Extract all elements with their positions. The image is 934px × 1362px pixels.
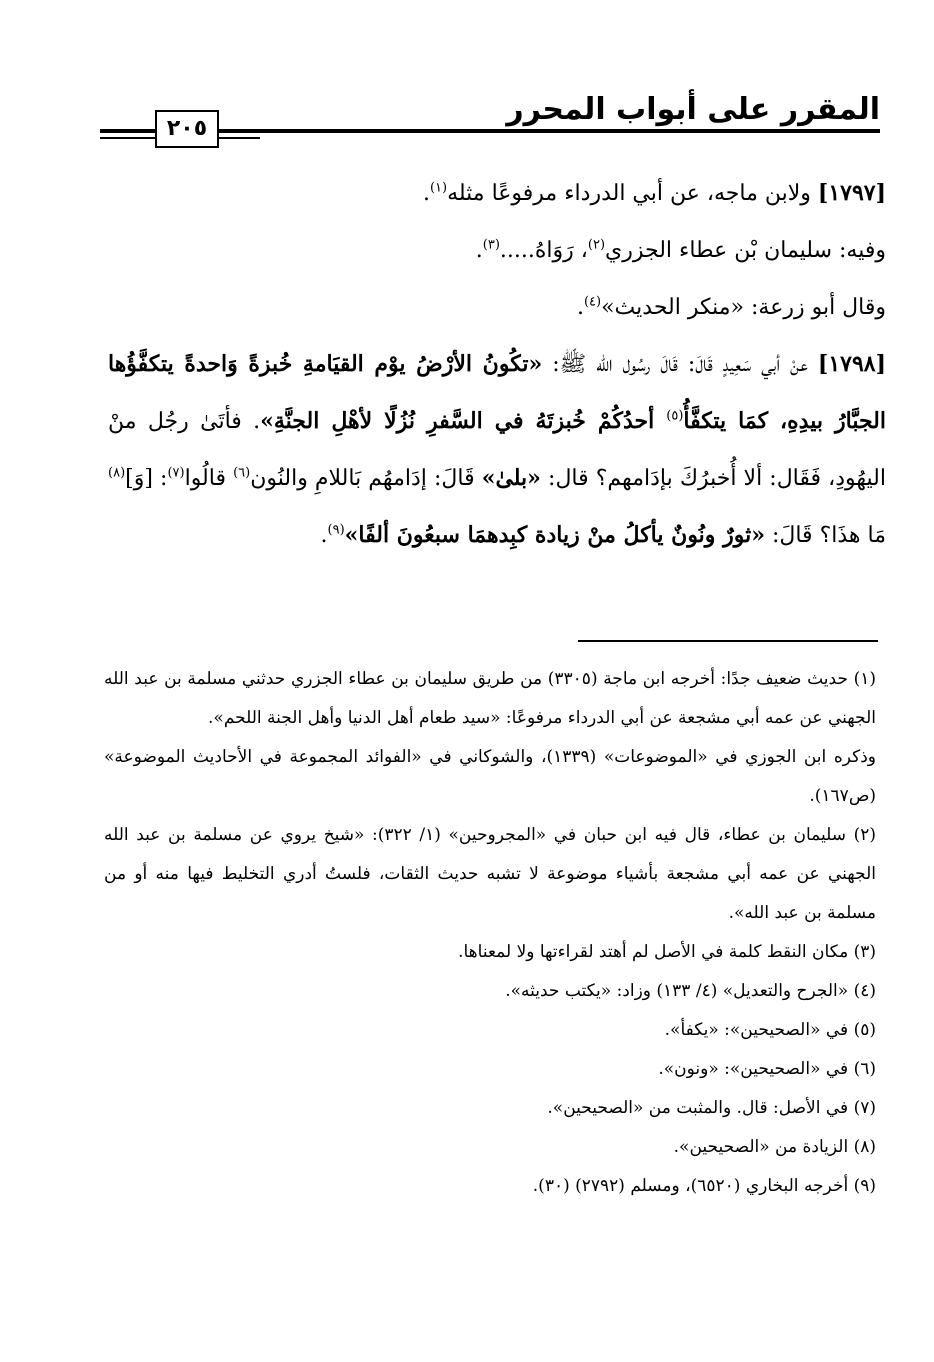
footnote-ref[interactable]: (٨): [108, 465, 126, 481]
footnote-9: (٩) أخرجه البخاري (٦٥٢٠)، ومسلم (٢٧٩٢) (٣٠).: [532, 1176, 876, 1196]
footnote-ref[interactable]: (٥): [666, 408, 684, 424]
narrator-text-2: ، رَوَاهُ.....: [499, 238, 588, 263]
footnote-ref[interactable]: (٤): [583, 294, 602, 310]
hadith-quote: «تكُونُ الأرْضُ يوْم القيَامةِ خُبزةً وَاحدةً يتكفَّؤُها الجبَّارُ بيدِهِ، كمَا يتكفَّأُ: [108, 351, 886, 434]
narrator-text: وفيه: سليمان بْن عطاء الجزري: [605, 238, 886, 263]
hadith-quote: «ثورٌ ونُونٌ يأكلُ منْ زيادة كبِدهمَا سبعُونَ ألفًا»: [344, 522, 765, 548]
abu-zura-note: [108, 279, 886, 336]
hadith-1798: [108, 336, 886, 564]
hadith-text: مَا هذَا؟ قَالَ:: [764, 523, 886, 548]
footnotes: [104, 660, 876, 1206]
page-header: [100, 92, 880, 152]
abu-zura-text: وقال أبو زرعة: «منكر الحديث»: [601, 295, 886, 320]
narrator-note: [108, 222, 886, 279]
footnote-6: (٦) في «الصحيحين»: «ونون».: [658, 1059, 876, 1079]
hadith-text: : [وَ]: [125, 466, 168, 491]
footnote-ref[interactable]: (٧): [167, 465, 185, 481]
punctuation: .: [576, 295, 584, 320]
footnote-5: (٥) في «الصحيحين»: «يكفأ».: [664, 1020, 876, 1040]
page-number: ٢٠٥: [155, 110, 219, 148]
footnote-2: (٢) سليمان بن عطاء، قال فيه ابن حبان في «المجروحين» (١/ ٣٢٢): «شيخ يروي عن مسلمة بن عبد الله الجهني عن عمه أبي مشجعة بأشياء موضوعة لا تشبه حديث الثقات، فلستُ أدري التخليط فيها منه أو من مسلمة بن عبد الله».: [104, 825, 876, 923]
hadith-text: قَالَ: إدَامهُم بَاللامِ والنُون: [250, 466, 482, 491]
footnote-ref[interactable]: (٦): [233, 465, 251, 481]
hadith-quote: أحدُكُمْ خُبزتَهُ في السَّفرِ نُزُلًا لأهْلِ الجنَّةِ»: [260, 408, 667, 434]
footnote-3: (٣) مكان النقط كلمة في الأصل لم أهتد لقراءتها ولا لمعناها.: [458, 942, 876, 962]
footnote-ref[interactable]: (٩): [327, 522, 345, 538]
punctuation: .: [422, 181, 430, 206]
main-text: [108, 165, 886, 564]
footnote-ref[interactable]: (١): [429, 180, 448, 196]
footnote-ref[interactable]: (٣): [482, 237, 500, 253]
hadith-text: . فأتَىٰ رجُل منْ اليهُودِ، فَقَال: ألا أُخبرُكَ بإدَامهم؟ قال:: [108, 409, 886, 491]
footnote-1: (١) حديث ضعيف جدًا: أخرجه ابن ماجة (٣٣٠٥) من طريق سليمان بن عطاء الجزري حدثني مسلمة بن عبد الله الجهني عن عمه أبي مشجعة عن أبي الدرداء مرفوعًا: «سيد طعام أهل الدنيا وأهل الجنة اللحم».: [104, 669, 877, 728]
punctuation: .: [475, 238, 483, 263]
footnote-ref[interactable]: (٢): [587, 237, 606, 253]
footnote-8: (٨) الزيادة من «الصحيحين».: [673, 1137, 876, 1157]
footnote-1-continued: وذكره ابن الجوزي في «الموضوعات» (١٣٣٩)، والشوكاني في «الفوائد المجموعة في الأحاديث الموضوعة» (ص١٦٧).: [104, 747, 876, 806]
hadith-quote: «بلىٰ»: [481, 465, 541, 491]
hadith-number: [١٧٩٨]: [817, 351, 886, 377]
hadith-intro: عنْ أبي سَعِيدٍ قَالَ: قَالَ رسُول الله ﷺ:: [542, 352, 818, 377]
punctuation: .: [320, 523, 328, 548]
running-title: المقرر على أبواب المحرر: [506, 92, 880, 127]
hadith-1797: [108, 165, 886, 222]
footnote-divider: [578, 640, 878, 642]
hadith-text: ولابن ماجه، عن أبي الدرداء مرفوعًا مثله: [447, 181, 818, 206]
hadith-number: [١٧٩٧]: [817, 180, 886, 206]
hadith-text: قالُوا: [184, 466, 234, 491]
footnote-4: (٤) «الجرح والتعديل» (٤/ ١٣٣) وزاد: «يكتب حديثه».: [505, 981, 876, 1001]
footnote-7: (٧) في الأصل: قال. والمثبت من «الصحيحين».: [547, 1098, 876, 1118]
